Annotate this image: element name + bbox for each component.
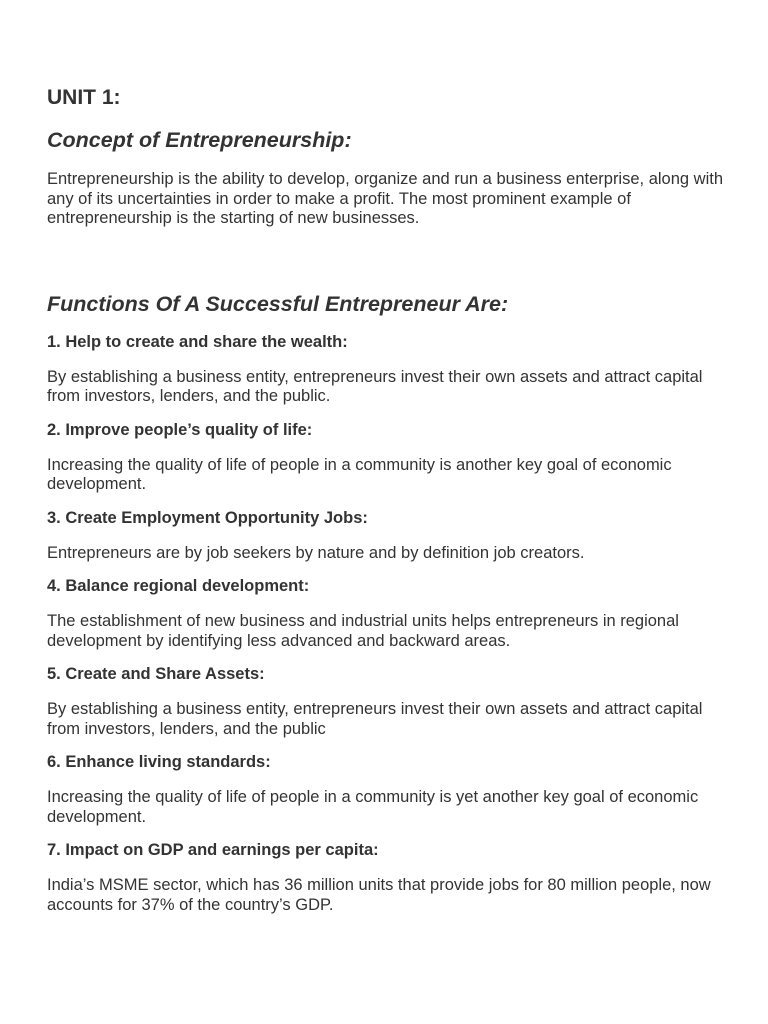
function-body: By establishing a business entity, entrepreneurs invest their own assets and attract capital from investors, lenders, and the public.: [47, 367, 703, 405]
function-title: 2. Improve people’s quality of life:: [47, 420, 313, 439]
function-body: Increasing the quality of life of people in a community is yet another key goal of economic development.: [47, 788, 699, 826]
function-body: The establishment of new business and industrial units helps entrepreneurs in regional development by identifying less advanced and backward areas.: [47, 612, 679, 650]
function-item: [47, 495, 727, 564]
unit-label: UNIT 1:: [47, 86, 121, 109]
document-page: [47, 84, 727, 915]
functions-list: [47, 318, 727, 916]
function-item: [47, 407, 727, 495]
function-item: [47, 739, 727, 827]
function-item: [47, 827, 727, 915]
function-title: 4. Balance regional development:: [47, 577, 310, 595]
function-body: India’s MSME sector, which has 36 million units that provide jobs for 80 million people, now accounts for 37% of the country’s GDP.: [47, 876, 711, 914]
function-title: 1. Help to create and share the wealth:: [47, 332, 348, 351]
function-title: 3. Create Employment Opportunity Jobs:: [47, 508, 368, 527]
function-body: By establishing a business entity, entrepreneurs invest their own assets and attract capital from investors, lenders, and the public: [47, 700, 703, 738]
function-body: Entrepreneurs are by job seekers by nature and by definition job creators.: [47, 543, 585, 562]
function-title: 5. Create and Share Assets:: [47, 665, 265, 683]
function-body: Increasing the quality of life of people in a community is another key goal of economic development.: [47, 455, 672, 493]
function-title: 6. Enhance living standards:: [47, 753, 271, 771]
function-item: [47, 563, 727, 651]
function-item: [47, 651, 727, 739]
functions-heading: Functions Of A Successful Entrepreneur Are:: [47, 291, 509, 316]
function-item: [47, 318, 727, 407]
concept-heading: Concept of Entrepreneurship:: [47, 128, 352, 152]
intro-paragraph: Entrepreneurship is the ability to develop, organize and run a business enterprise, along with any of its uncertainties in order to make a profit. The most prominent example of entrepreneurship is the starting of new businesses.: [47, 170, 723, 227]
function-title: 7. Impact on GDP and earnings per capita:: [47, 841, 379, 859]
